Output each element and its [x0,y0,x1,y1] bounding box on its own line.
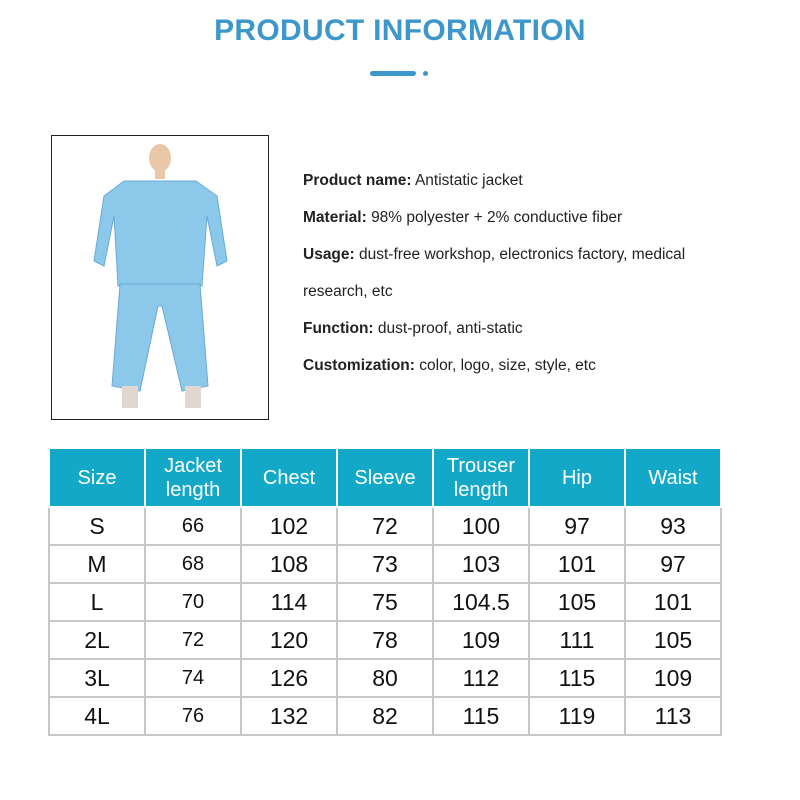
table-cell: 93 [625,507,721,545]
table-row [49,583,721,621]
table-cell: 120 [241,621,337,659]
table-row [49,507,721,545]
table-row [49,697,721,735]
table-cell: 109 [625,659,721,697]
column-header: Chest [241,448,337,507]
table-cell: 66 [145,507,241,545]
column-header: Jacket length [145,448,241,507]
table-cell: 80 [337,659,433,697]
table-cell: 126 [241,659,337,697]
table-cell: 72 [145,621,241,659]
table-cell: 105 [625,621,721,659]
table-cell: 109 [433,621,529,659]
table-cell: 97 [625,545,721,583]
info-usage: Usage: dust-free workshop, electronics factory, medical [303,246,686,263]
table-cell: 114 [241,583,337,621]
table-cell: 3L [49,659,145,697]
table-cell: 2L [49,621,145,659]
product-photo [51,135,269,420]
table-cell: L [49,583,145,621]
info-usage-cont: research, etc [303,283,393,300]
table-cell: 101 [529,545,625,583]
table-cell: 4L [49,697,145,735]
table-cell: 68 [145,545,241,583]
table-cell: 112 [433,659,529,697]
table-cell: 75 [337,583,433,621]
table-cell: S [49,507,145,545]
table-header [49,448,721,507]
table-row [49,659,721,697]
table-cell: 104.5 [433,583,529,621]
table-cell: 97 [529,507,625,545]
title-underline [370,71,416,76]
column-header: Sleeve [337,448,433,507]
table-cell: 74 [145,659,241,697]
table-row [49,621,721,659]
size-table [48,447,722,736]
table-cell: 76 [145,697,241,735]
table-cell: 113 [625,697,721,735]
info-function: Function: dust-proof, anti-static [303,320,523,337]
column-header: Waist [625,448,721,507]
product-info [303,162,773,384]
title-dot [423,71,428,76]
table-cell: M [49,545,145,583]
table-cell: 132 [241,697,337,735]
table-cell: 82 [337,697,433,735]
table-cell: 72 [337,507,433,545]
table-cell: 115 [433,697,529,735]
info-material: Material: 98% polyester + 2% conductive fiber [303,209,623,226]
info-product-name: Product name: Antistatic jacket [303,172,523,189]
table-cell: 100 [433,507,529,545]
column-header: Trouser length [433,448,529,507]
column-header: Hip [529,448,625,507]
table-cell: 70 [145,583,241,621]
table-row [49,545,721,583]
table-cell: 78 [337,621,433,659]
table-cell: 115 [529,659,625,697]
table-cell: 111 [529,621,625,659]
page-title: PRODUCT INFORMATION [214,14,586,47]
table-cell: 108 [241,545,337,583]
table-cell: 73 [337,545,433,583]
table-cell: 103 [433,545,529,583]
info-customization: Customization: color, logo, size, style, etc [303,357,596,374]
table-cell: 119 [529,697,625,735]
table-cell: 102 [241,507,337,545]
table-cell: 101 [625,583,721,621]
table-cell: 105 [529,583,625,621]
column-header: Size [49,448,145,507]
